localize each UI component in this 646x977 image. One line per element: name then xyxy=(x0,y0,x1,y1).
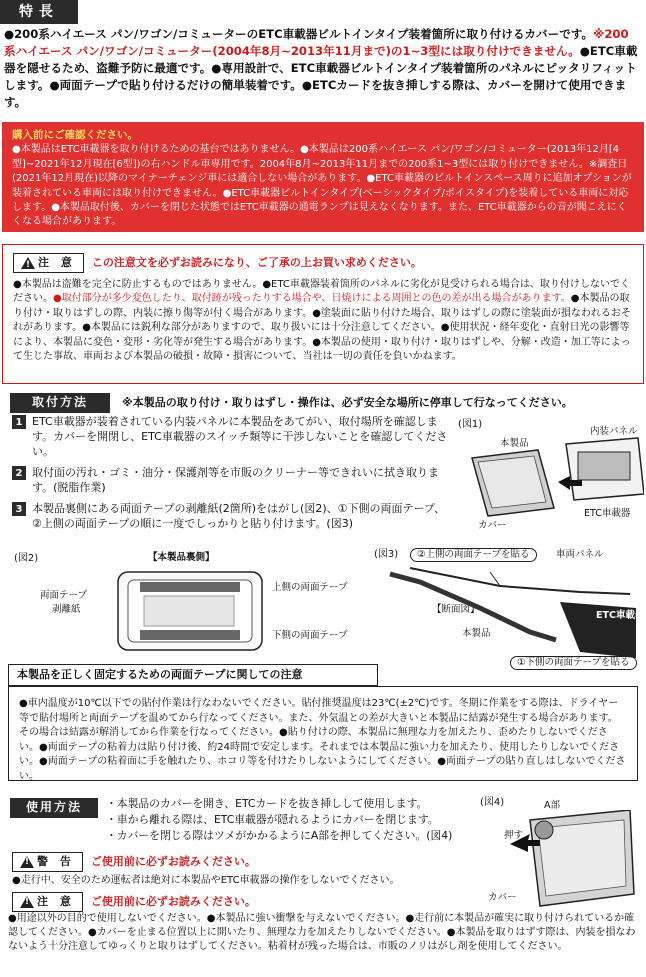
fig2-title: 【本製品裏側】 xyxy=(148,552,215,563)
warning-text: ●走行中、安全のため運転者は絶対に本製品やETC車載器の操作をしないでください。 xyxy=(12,875,400,886)
install-step-2 xyxy=(12,465,452,495)
usage-item: ・本製品のカバーを開き、ETCカードを抜き挿しして使用します。 xyxy=(106,797,428,810)
fig3-product-shape xyxy=(390,574,556,640)
usage-tab: 使用方法 xyxy=(10,798,98,818)
tape-notice-box xyxy=(8,686,638,781)
fig3-product-label: 本製品 xyxy=(462,628,491,639)
warning-lead: ご使用前に必ずお読みください。 xyxy=(90,854,256,868)
install-step-1 xyxy=(12,414,452,459)
fig4-cover-label: カバー xyxy=(488,892,517,903)
fig1-label: (図1) xyxy=(458,419,483,430)
warning-row xyxy=(12,852,256,872)
caution-box xyxy=(2,244,644,384)
warning-badge-label: 警 告 xyxy=(37,854,75,868)
usage-item: ・カバーを閉じる際はツメがかかるようにA部を押してください。(図4) xyxy=(106,829,453,842)
fig2-upper-label: 上側の両面テープ xyxy=(272,582,348,593)
purchase-notice-title: 購入前にご確認ください。 xyxy=(12,129,138,141)
usage-caution-badge-label: 注 意 xyxy=(37,894,75,908)
fig1-illustration xyxy=(458,430,644,530)
fig1-panel-label: 内装パネル xyxy=(590,426,638,437)
install-tab: 取付方法 xyxy=(10,393,110,413)
fig4-label: (図4) xyxy=(480,797,505,808)
fig2-release-label: 剥離紙 xyxy=(52,604,81,615)
fig1-cover-label: カバー xyxy=(478,520,507,531)
fig3-step2-label: ②上側の両面テープを貼る xyxy=(410,548,537,562)
features-text xyxy=(4,26,640,111)
install-step-3 xyxy=(12,501,452,531)
usage-caution-text: ●用途以外の目的で使用しないでください。●本製品に強い衝撃を与えないでください。●走行前に本製品が確実に取り付けられているか確認してください。●カバーを止まる位置以上に開いたり、無理な力を加えたりしないでください。●本製品を取りはずす際は、内装を損なわないよう十分注意してゆっくりと取りはずしてください。粘着材が残った場合は、市販のノリはがし剤を使用してください。 xyxy=(8,913,636,952)
caution-badge xyxy=(13,253,84,273)
feature-line-1: ●200系ハイエース パン/ワゴン/コミューターのETC車載器ビルトインタイプ装着箇所に取り付けるカバーです。 xyxy=(4,27,594,41)
caution-badge-label: 注 意 xyxy=(38,255,76,269)
fig2-lower-tape xyxy=(140,630,240,640)
install-note: ※本製品の取り付け・取りはずし・操作は、必ず安全な場所に停車して行なってください。 xyxy=(122,396,573,409)
usage-caution-row xyxy=(12,892,256,912)
fig1-etc-shape xyxy=(578,452,630,480)
usage-caution-badge xyxy=(12,892,83,912)
fig2-release-paper xyxy=(144,596,234,626)
fig4-push-label: 押す xyxy=(504,830,524,841)
fig2-label: (図2) xyxy=(14,553,39,564)
warning-triangle-icon xyxy=(20,896,34,908)
warning-triangle-icon xyxy=(20,856,34,868)
fig2-illustration xyxy=(110,566,270,656)
install-steps xyxy=(12,414,452,537)
purchase-notice-body: ●本製品はETC車載器を取り付けるための基台ではありません。●本製品は200系ハイエース パン/ワゴン/コミューター(2013年12月[4型]~2021年12月現在[6型])の右ハンドル車専用です。2004年8月~2013年11月までの200系1~3型には取り付けできません。※調査日(2021年12月現在)以降のマイナーチェンジ車には適合しない場合があります。●ETC車載器のビルトインスペース周りに追加オプションが装着されている車両には取り付けできません。●ETC車載器ビルトインタイプ(ベーシックタイプ/ボイスタイプ)を装着している車両に対応します。●本製品取付後、カバーを閉じた状態ではETC車載器の通電ランプは見えなくなります。また、ETC車載器からの音が聞こえにくくなる場合があります。 xyxy=(12,144,632,228)
step-text: 本製品裏側にある両面テープの剥離紙(2箇所)をはがし(図2)、①下側の両面テープ、②上側の両面テープの順に一度でしっかりと貼り付けます。(図3) xyxy=(32,502,446,530)
fig3-label: (図3) xyxy=(374,549,399,560)
fig2-upper-tape xyxy=(140,582,240,592)
caution-p1-red: ●取付部分が多少変色したり、取付跡が残ったりする場合や、日焼けによる周囲との色の差が出る場合があります。 xyxy=(53,293,571,305)
fig1-product-label: 本製品 xyxy=(500,438,529,449)
fig4-partA-label: A部 xyxy=(544,800,560,811)
usage-caution-lead: ご使用前に必ずお読みください。 xyxy=(90,894,256,908)
step-number: 3 xyxy=(12,502,26,516)
caution-p2: ●本製品の取り付け・取りはずしの際、内装に擦り傷等が付く場合があります。●塗装面に貼り付けた場合、取りはずしの際に塗装面が損なわれるおそれがあります。●本製品には鋭利な部分がありますので、取り扱いには十分注意してください。●使用状況・経年変化・直射日光の影響等により、本製品に変色・変形・劣化等が発生する場合があります。●本製品の使用・取り付け・取りはずしや、分解・改造・加工等によって生じた事故、車両および本製品の破損・故障・損害について、当社は一切の責任を負いかねます。 xyxy=(13,293,631,363)
fig2-lower-label: 下側の両面テープ xyxy=(272,630,348,641)
fig4-partA-shape xyxy=(535,821,553,839)
feature-line-2: ●ETC車載器を隠せるため、盗難予防に最適です。●専用設計で、ETC車載器ビルトインタイプ装着箇所のパネルにピッタリフィットします。●両面テープで貼り付けるだけの簡単装着です。●ETCカードを抜き挿しする際は、カバーを開けて使用できます。 xyxy=(4,44,638,109)
usage-item: ・車から離れる際は、ETC車載器が隠れるようにカバーを閉じます。 xyxy=(106,813,439,826)
tape-notice-body: ●車内温度が10℃以下での貼付作業は行なわないでください。貼付推奨温度は23℃(±2℃)です。冬期に作業をする際は、ドライヤー等で貼付場所と両面テープを温めてから行なってください。また、外気温との差が大きいと本製品に結露が発生する場合があります。その場合は結露が解消してから作業を行なってください。●貼り付けの際、本製品に無理な力を加えたり、歪めたりしないでください。●両面テープの粘着力は貼り付け後、約24時間で安定します。それまでは本製品に強い力を加えたり、使用したりしないでください。●両面テープの粘着面に手を触れたり、ホコリ等を付けたりしないようにしてください。●両面テープの貼り直しはしないでください。 xyxy=(19,698,626,782)
usage-list xyxy=(106,796,466,844)
warning-badge xyxy=(12,852,83,872)
fig3-step1-label: ①下側の両面テープを貼る xyxy=(510,656,637,670)
fig4-illustration xyxy=(500,810,640,910)
warning-triangle-icon xyxy=(21,257,35,269)
step-text: 取付面の汚れ・ゴミ・油分・保護剤等を市販のクリーナー等できれいに拭き取ります。(脱脂作業) xyxy=(32,466,439,494)
purchase-notice-box xyxy=(2,122,644,232)
tape-notice-title: 本製品を正しく固定するための両面テープに関しての注意 xyxy=(8,664,378,686)
fig1-etc-label: ETC車載器 xyxy=(584,508,631,519)
fig3-etc-label: ETC車載器 xyxy=(596,610,645,621)
fig3-section-label: 【断面図】 xyxy=(432,604,480,615)
step-number: 1 xyxy=(12,415,26,429)
fig2-tape-label: 両面テープ xyxy=(40,590,88,601)
step-number: 2 xyxy=(12,466,26,480)
step-text: ETC車載器が装着されている内装パネルに本製品をあてがい、取付場所を確認します。カバーを開閉し、ETC車載器のスイッチ類等に干渉しないことを確認してください。 xyxy=(32,415,448,458)
caution-body xyxy=(13,278,633,364)
caution-p1: ●本製品は盗難を完全に防止するものではありません。●ETC車載器装着箇所のパネルに劣化が見受けられる場合は、取り付けしないでください。 xyxy=(13,279,630,305)
features-header: 特長 xyxy=(0,0,78,24)
fig3-panel-label: 車両パネル xyxy=(556,549,604,560)
feature-warning: ※200系ハイエース パン/ワゴン/コミューター(2004年8月~2013年11月まで)の1~3型には取り付けできません。 xyxy=(4,27,629,58)
caution-lead: この注意文を必ずお読みになり、ご了承の上お買い求めください。 xyxy=(91,255,422,269)
